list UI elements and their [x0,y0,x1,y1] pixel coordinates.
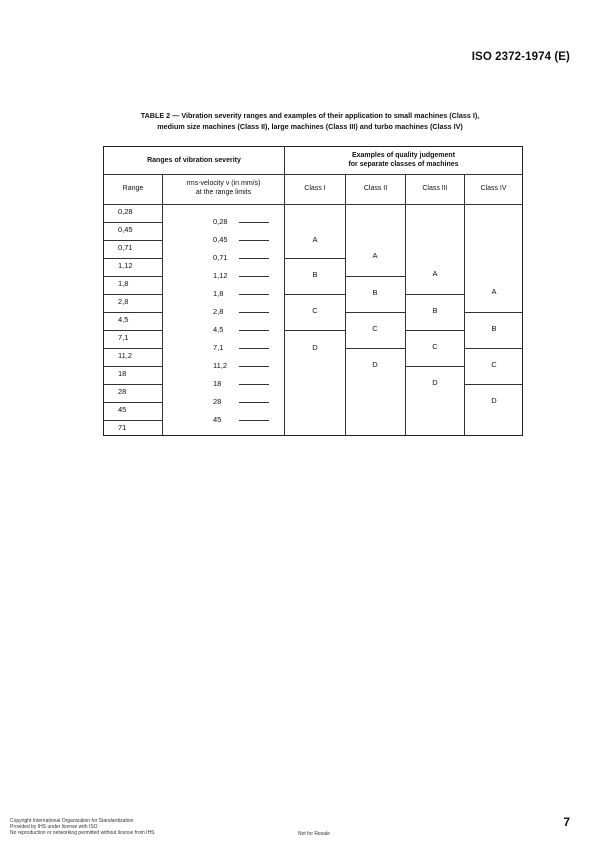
divider-class1-class2 [345,174,346,435]
divider-class2-class3 [405,174,406,435]
class-3-grade: C [432,342,438,351]
class-2-grade: D [372,360,378,369]
class-1-boundary [285,330,345,331]
class-2-grade: A [372,251,378,260]
header-bottom-divider [104,204,522,205]
class-4-boundary [465,348,522,349]
range-value: 11,2 [118,351,133,360]
caption-line-2: medium size machines (Class II), large machines (Class III) and turbo machines (Class IV) [157,122,463,131]
range-limit-label: 0,28 [213,217,228,226]
range-limit-label: 4,5 [213,325,224,334]
class-2-boundary [346,276,405,277]
class-1-grade: D [312,343,318,352]
range-limit-line [239,240,269,241]
range-limit-label: 7,1 [213,343,224,352]
range-value: 0,28 [118,207,133,216]
range-limit [201,271,283,286]
range-limit-line [239,402,269,403]
class-3-grade: D [432,378,438,387]
range-limit-line [239,294,269,295]
range-value: 1,12 [118,261,133,270]
header-velocity-line-1: rms-velocity v (in mm/s) [186,180,261,187]
range-limit-line [239,312,269,313]
range-limit-line [239,420,269,421]
header-class-3: Class III [422,185,448,192]
range-separator [104,294,162,295]
class-4-boundary [465,312,522,313]
range-limit [201,415,283,430]
range-limit [201,361,283,376]
header-velocity [163,179,284,197]
class-2-grade: C [372,324,378,333]
class-2-boundary [346,348,405,349]
range-separator [104,240,162,241]
class-2-boundary [346,312,405,313]
vibration-severity-table [103,146,523,436]
class-3-boundary [406,330,464,331]
range-limit-line [239,276,269,277]
range-limit-label: 1,8 [213,289,224,298]
divider-range-velocity [162,174,163,435]
range-limit-line [239,348,269,349]
range-limit [201,307,283,322]
divider-class3-class4 [464,174,465,435]
class-4-boundary [465,384,522,385]
class-4-grade: C [491,360,497,369]
header-range: Range [122,185,144,192]
range-limit [201,325,283,340]
range-separator [104,384,162,385]
range-limit-label: 45 [213,415,222,424]
range-limit-label: 18 [213,379,222,388]
class-2-grade: B [372,288,378,297]
class-4-grade: A [491,287,497,296]
range-limit [201,397,283,412]
header-quality-line-2: for separate classes of machines [348,161,459,168]
header-severity: Ranges of vibration severity [147,157,241,164]
header-class-2: Class II [363,185,388,192]
range-separator [104,222,162,223]
range-limit-line [239,222,269,223]
range-separator [104,402,162,403]
footer-line-1: Copyright International Organization for Standardization [10,818,134,824]
header-row-divider [104,174,522,175]
range-separator [104,312,162,313]
range-limit [201,253,283,268]
range-separator [104,276,162,277]
range-limit [201,217,283,232]
range-limit-label: 2,8 [213,307,224,316]
class-3-boundary [406,294,464,295]
range-limit-label: 28 [213,397,222,406]
range-value: 7,1 [118,333,129,342]
class-3-grade: B [432,306,438,315]
caption-line-1: TABLE 2 — Vibration severity ranges and examples of their application to small machines (Class I), [140,111,480,120]
class-3-grade: A [432,269,438,278]
class-4-grade: B [491,324,497,333]
range-limit-label: 0,45 [213,235,228,244]
range-separator [104,330,162,331]
range-value: 2,8 [118,297,129,306]
range-limit [201,235,283,250]
class-3-boundary [406,366,464,367]
range-limit [201,289,283,304]
class-1-boundary [285,294,345,295]
class-1-boundary [285,258,345,259]
range-separator [104,420,162,421]
range-limit-label: 11,2 [213,361,228,370]
class-4-grade: D [491,396,497,405]
range-separator [104,348,162,349]
class-1-grade: A [312,235,318,244]
range-limit-line [239,366,269,367]
copyright-footer [10,818,155,836]
range-value: 71 [118,423,127,432]
range-limit-label: 0,71 [213,253,228,262]
table-caption [110,110,510,132]
footer-line-2: Provided by IHS under license with ISO [10,824,98,830]
range-limit-line [239,258,269,259]
range-limit-line [239,330,269,331]
header-class-1: Class I [304,185,326,192]
resale-notice: Not for Resale [298,831,330,837]
header-class-4: Class IV [480,185,507,192]
range-separator [104,258,162,259]
range-limit-label: 1,12 [213,271,228,280]
range-limit [201,343,283,358]
document-id: ISO 2372-1974 (E) [471,51,570,63]
range-limit-line [239,384,269,385]
range-value: 1,8 [118,279,129,288]
range-value: 45 [118,405,127,414]
range-limit [201,379,283,394]
range-value: 28 [118,387,127,396]
header-velocity-line-2: at the range limits [195,189,252,196]
range-value: 4,5 [118,315,129,324]
page-number: 7 [563,815,570,829]
header-quality [285,151,522,169]
range-value: 0,45 [118,225,133,234]
footer-line-3: No reproduction or networking permitted without license from IHS [10,830,155,836]
range-separator [104,366,162,367]
header-quality-line-1: Examples of quality judgement [351,152,456,159]
class-1-grade: B [312,270,318,279]
range-value: 18 [118,369,127,378]
class-1-grade: C [312,306,318,315]
range-value: 0,71 [118,243,133,252]
